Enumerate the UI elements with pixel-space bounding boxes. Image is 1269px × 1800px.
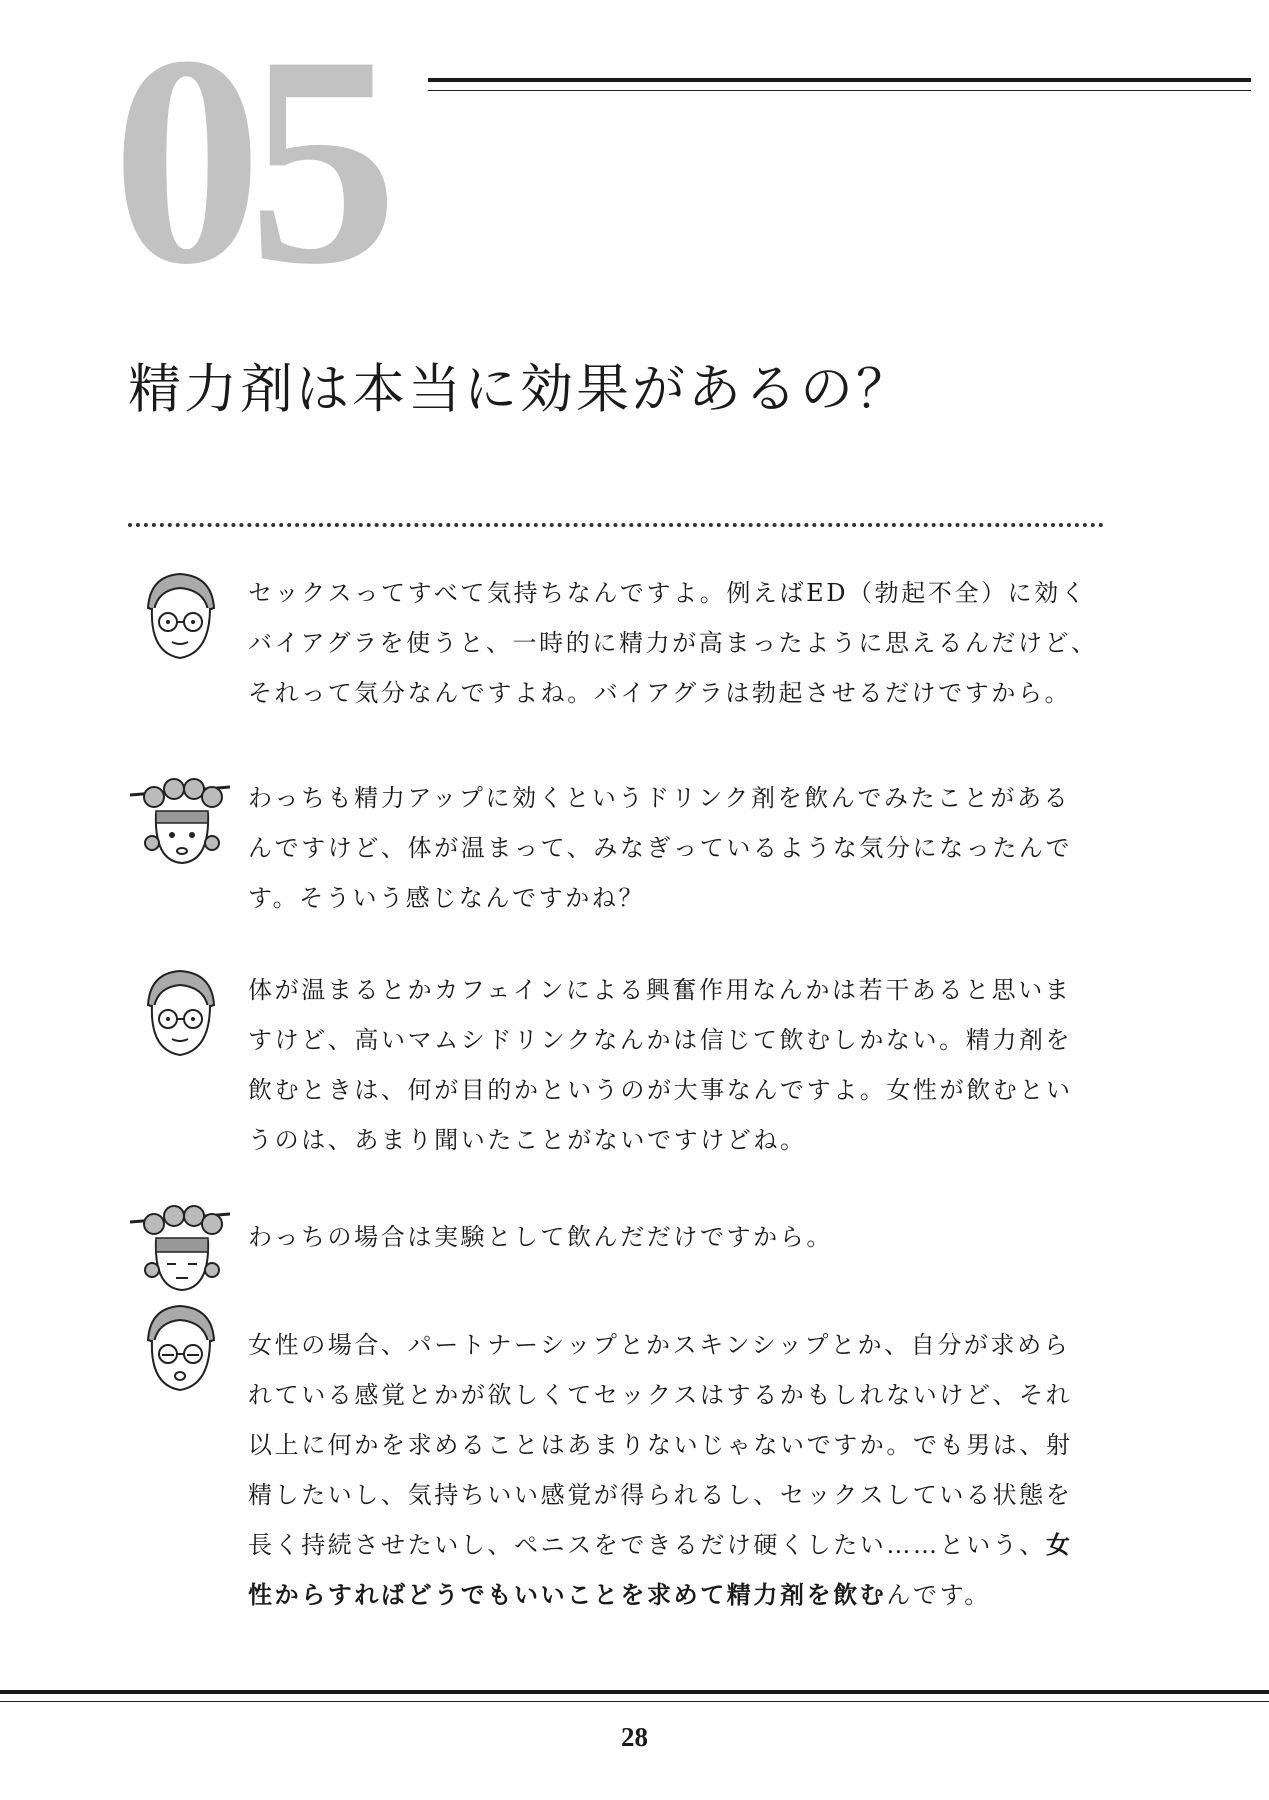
man-with-glasses-icon bbox=[130, 1300, 230, 1400]
dialogue-text: セックスってすべて気持ちなんですよ。例えばED（勃起不全）に効く バイアグラを使うと、一時的に精力が高まったように思えるんだけど、 それって気分なんですよね。バイアグラは勃起させるだけですから。 bbox=[248, 579, 1098, 707]
dialogue-text: 体が温まるとかカフェインによる興奮作用なんかは若干あると思いま すけど、高いマムシドリンクなんかは信じて飲むしかない。精力剤を 飲むときは、何が目的かというのが大事なんですよ。女性が飲むとい うのは、あまり聞いたことがないですけどね。 bbox=[248, 976, 1073, 1154]
dialogue-text: 女性の場合、パートナーシップとかスキンシップとか、自分が求めら れている感覚とかが欲しくてセックスはするかもしれないけど、それ 以上に何かを求めることはあまりないじゃないですか。でも男は、射 精したいし、気持ちいい感覚が得られるし、セックスしている状態を 長く持続させたいし、ペニスをできるだけ硬くしたい……という、女 性からすればどうでもいいことを求めて精力剤を飲むんです。 bbox=[248, 1331, 1073, 1609]
dotted-divider bbox=[128, 523, 1104, 527]
page-number: 28 bbox=[621, 1722, 648, 1752]
dialogue-text: わっちの場合は実験として飲んだだけですから。 bbox=[248, 1223, 833, 1251]
footer-rule-thin bbox=[0, 1701, 1269, 1702]
header-rule bbox=[428, 78, 1251, 82]
woman-with-hair-curlers-icon bbox=[130, 1200, 230, 1300]
man-with-glasses-icon bbox=[130, 965, 230, 1065]
dialogue-text: わっちも精力アップに効くというドリンク剤を飲んでみたことがある んですけど、体が温まって、みなぎっているような気分になったんで す。そういう感じなんですかね？ bbox=[248, 784, 1073, 912]
header-rule-thin bbox=[428, 90, 1251, 91]
woman-with-hair-curlers-icon bbox=[130, 773, 230, 873]
man-with-glasses-icon bbox=[130, 568, 230, 668]
footer-rule bbox=[0, 1690, 1269, 1694]
chapter-number: 05 bbox=[112, 0, 384, 326]
page-title: 精力剤は本当に効果があるの？ bbox=[128, 359, 912, 420]
